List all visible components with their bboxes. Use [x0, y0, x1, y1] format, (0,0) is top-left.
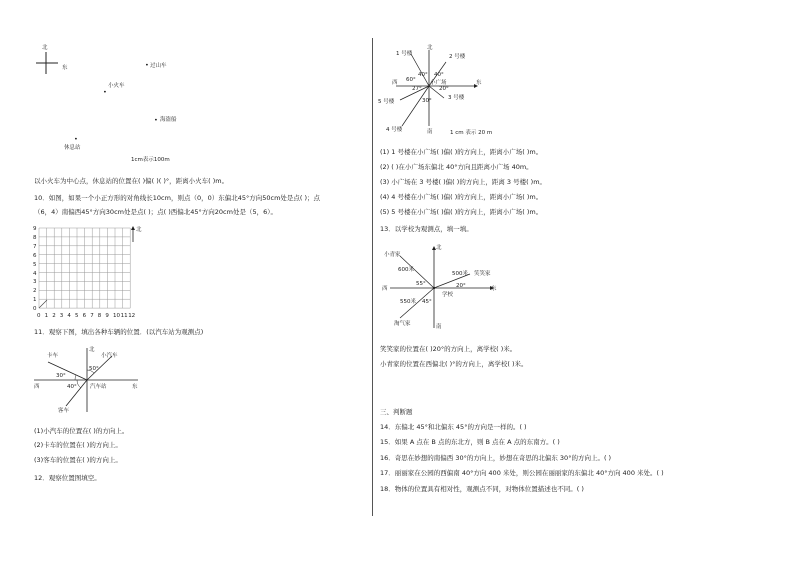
- dot-rest-station: •: [74, 135, 78, 143]
- bldg-a3: 60°: [406, 77, 416, 83]
- bldg-a2: 40°: [434, 72, 444, 78]
- judge-14: 14．东偏北 45°和北偏东 45°的方向是一样的。( ): [380, 423, 527, 431]
- grid-x-tick: 12: [128, 313, 136, 319]
- q11-item-3: (3)客车的位置在( )的方向上。: [34, 456, 122, 464]
- school-xq: 小青家: [384, 252, 401, 258]
- grid-y-tick: 8: [33, 234, 37, 241]
- dot-small-train: •: [103, 88, 107, 96]
- grid-x-tick: 3: [59, 313, 64, 319]
- grid-y-tick: 5: [33, 261, 37, 268]
- bldg-4-label: 4 号楼: [386, 127, 403, 133]
- q12-item-4: (4) 4 号楼在小广场( )偏( )的方向上，距离小广场( )m。: [380, 193, 543, 201]
- grid-x-tick: 4: [67, 313, 71, 319]
- grid-x-tick: 6: [82, 313, 87, 319]
- grid-x-tick: 11: [120, 313, 128, 319]
- grid-y-tick: 9: [33, 226, 37, 232]
- grid-x-tick: 7: [90, 313, 94, 319]
- place-pirate-ship: 海盗船: [160, 117, 177, 123]
- car-fig-truck: 卡车: [47, 353, 59, 359]
- bldg-a1: 40°: [418, 72, 428, 78]
- q11-text: 11．观察下图，填出各种车辆的位置．(以汽车站为观测点): [34, 328, 204, 336]
- school-d500: 500米: [452, 271, 468, 277]
- grid-y-tick: 1: [33, 297, 37, 304]
- car-fig-car: 小汽车: [101, 353, 118, 359]
- dot-roller-coaster: •: [145, 61, 149, 69]
- grid-x-tick: 5: [75, 313, 79, 319]
- grid-x-tick: 2: [52, 313, 56, 319]
- car-fig-north: 北: [89, 347, 95, 353]
- bldg-scale: 1 cm 表示 20 m: [450, 130, 493, 136]
- judge-18: 18．物体的位置具有相对性，观测点不同，对物体位置描述也不同。( ): [380, 485, 584, 493]
- q11-item-2: (2)卡车的位置在( )的方向上。: [34, 441, 122, 449]
- bldg-a4: 30°: [422, 98, 432, 104]
- grid-y-tick: 3: [33, 279, 37, 286]
- grid-x-tick: 10: [113, 313, 120, 319]
- school-east: 东: [491, 286, 497, 292]
- school-a20: 20°: [456, 283, 466, 289]
- grid-north-arrowhead: [131, 226, 135, 230]
- grid-y-tick: 7: [33, 243, 37, 250]
- q12-item-2: (2) ( )在小广场东偏北 40°方向且距离小广场 40m。: [380, 163, 533, 171]
- bldg-east: 东: [476, 80, 482, 86]
- car-fig-a50: 50°: [89, 366, 99, 372]
- car-fig-bus: 客车: [58, 408, 70, 414]
- bldg-north: 北: [427, 45, 433, 51]
- car-fig-a40: 40°: [67, 384, 77, 390]
- car-fig-east: 东: [132, 384, 138, 390]
- q9-text: 以小火车为中心点，休息站的位置在( )偏( )( )°，距离小火车( )m。: [34, 177, 229, 185]
- bldg-a5: 27°: [412, 86, 422, 92]
- q11-item-1: (1)小汽车的位置在( )的方向上。: [34, 427, 129, 435]
- grid-y-tick: 2: [33, 288, 37, 295]
- column-divider: [372, 38, 373, 516]
- compass-east-label: 东: [62, 65, 68, 71]
- judge-17: 17．丽丽家在公园的西偏南 40°方向 400 米处，则公园在丽丽家的东偏北 40°方向 400 米处。( ): [380, 469, 664, 477]
- grid-x-tick: 0: [37, 313, 41, 319]
- q12-item-3: (3) 小广场在 3 号楼( )偏( )的方向上，距离 3 号楼( )m。: [380, 178, 547, 186]
- section-heading: 三、判断题: [380, 408, 413, 416]
- school-a55: 55°: [416, 281, 426, 287]
- coordinate-grid: [30, 224, 150, 322]
- school-center-dot: [433, 287, 435, 289]
- school-d600: 600米: [398, 267, 414, 273]
- truck-ray: [48, 362, 87, 380]
- grid-y-tick: 4: [33, 270, 37, 277]
- judge-15: 15．如果 A 点在 B 点的东北方，则 B 点在 A 点的东南方。( ): [380, 438, 560, 446]
- q13-item-2: 小青家的位置在西偏北( )°的方向上，离学校( )米。: [380, 360, 528, 368]
- school-north: 北: [436, 245, 442, 251]
- map1-scale: 1cm表示100m: [131, 157, 170, 163]
- school-tq: 淘气家: [394, 321, 411, 327]
- car-fig-station: 汽车站: [90, 384, 107, 390]
- grid-x-tick: 8: [97, 313, 102, 319]
- school-south: 南: [436, 324, 442, 330]
- grid-north-label: 北: [136, 227, 142, 233]
- bldg-south: 南: [427, 129, 433, 135]
- bldg-2-label: 2 号楼: [449, 54, 466, 60]
- angle-arc-40: [77, 380, 81, 388]
- school-west: 西: [382, 286, 388, 292]
- q12-item-1: (1) 1 号楼在小广场( )偏( )的方向上，距离小广场( )m。: [380, 148, 543, 156]
- grid-y-tick: 6: [33, 252, 37, 259]
- q12-text: 12．观察位置图填空。: [34, 474, 101, 482]
- school-d550: 550米: [400, 299, 416, 305]
- grid-x-tick: 1: [44, 313, 49, 319]
- bldg-5-label: 5 号楼: [378, 99, 395, 105]
- dot-pirate-ship: •: [154, 116, 158, 124]
- judge-16: 16．奇思在妙想的南偏西 30°的方向上，妙想在奇思的北偏东 30°的方向上。( ): [380, 454, 612, 462]
- place-rest-station: 休息站: [64, 145, 81, 151]
- place-small-train: 小火车: [108, 83, 125, 89]
- compass-north-label: 北: [42, 45, 48, 51]
- angle-arc-30: [75, 375, 76, 380]
- school-xx: 笑笑家: [474, 271, 491, 277]
- q10-text-2: （6，4）南偏西45°方向30cm处是点( )；点( )西偏北45°方向20cm处是（5，6）。: [34, 208, 277, 216]
- q13-item-1: 笑笑家的位置在( )20°的方向上，离学校( )米。: [380, 345, 517, 353]
- grid-y-tick: 0: [33, 306, 37, 313]
- bldg-1-label: 1 号楼: [396, 51, 413, 57]
- grid-diagonal: [39, 300, 47, 308]
- grid-x-tick: 9: [105, 313, 109, 319]
- grid-lines: [39, 228, 130, 308]
- car-fig-west: 西: [34, 384, 40, 390]
- car-fig-a30: 30°: [56, 373, 66, 379]
- q10-text-1: 10．如图，如果一个小正方形的对角线长10cm，则点（0，0）东偏北45°方向50cm处是点( )；点: [34, 194, 321, 202]
- bldg-west: 西: [392, 80, 398, 86]
- q13-text: 13．以学校为观测点，填一填。: [380, 225, 473, 233]
- place-roller-coaster: 过山车: [150, 63, 167, 69]
- school-a45: 45°: [422, 299, 432, 305]
- school-school: 学校: [442, 292, 454, 298]
- bldg-a6: 20°: [439, 86, 449, 92]
- bldg-center: 小广场: [430, 80, 447, 86]
- compass-figure: [34, 44, 78, 76]
- bldg-3-label: 3 号楼: [448, 95, 465, 101]
- q12-item-5: (5) 5 号楼在小广场( )偏( )的方向上，距离小广场( )m。: [380, 208, 543, 216]
